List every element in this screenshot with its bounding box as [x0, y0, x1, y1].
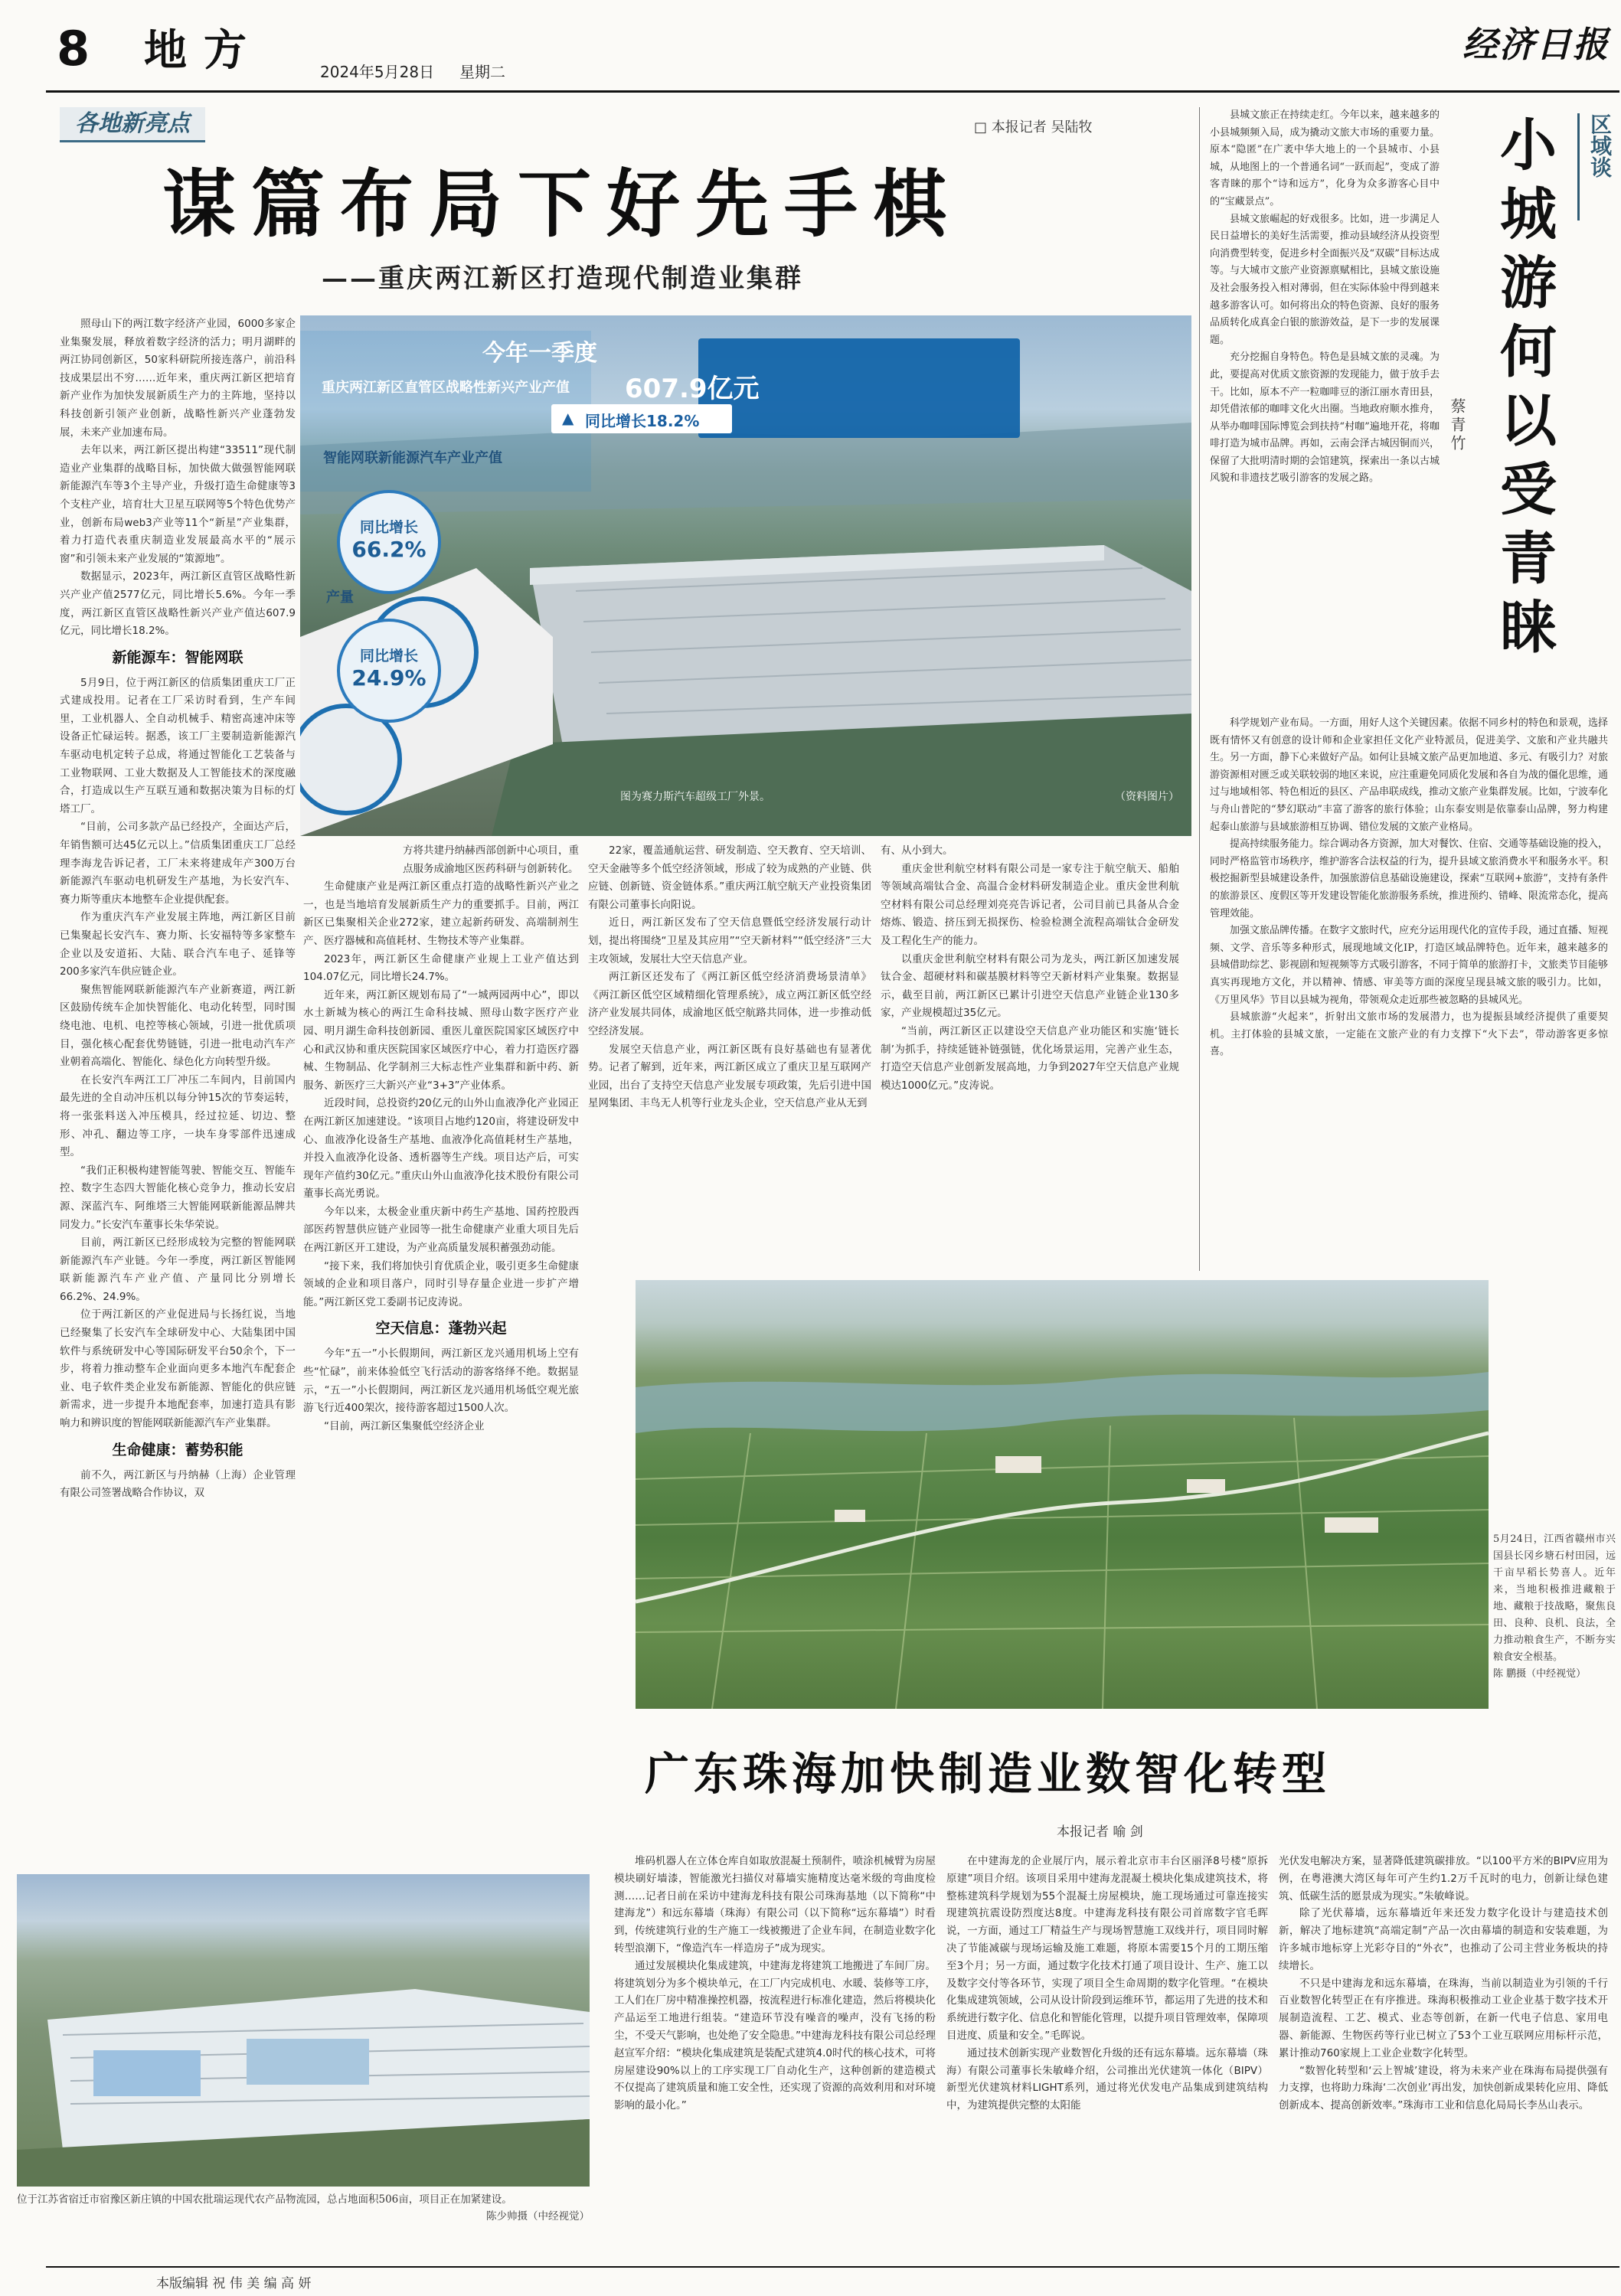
info-bubble-1	[337, 490, 441, 594]
left-col-2: 方将共建丹纳赫西部创新中心项目，重点服务成渝地区医药科研与创新转化。 生命健康产业是两江新区重点打造的战略性新兴产业之一，也是当地培育发展新质生产力的重要抓手。目前，两江新区已集聚相关企业272家，建立起新药研发、高端制剂生产、医疗器械和高值耗材、生物技术等产业集群。 2023年，两江新区生命健康产业规上工业产值达到104.07亿元，同比增长24.7%。 近年来，两江新区规划布局了“一城两园两中心”，即以水土新城为核心的两江生命科技城、照母山数字医疗产业园、明月湖生命科技创新园、重医儿童医院国家区域医疗中心和武汉协和重庆医院国家区域医疗中心，着力打造医疗器械、生物制品、化学制剂三大标志性产业集群和新中药、新服务、新医疗三大新兴产业“3+3”产业体系。 近段时间，总投资约20亿元的山外山血液净化产业园正在两江新区加速建设。“该项目占地约120亩，将建设研发中心、血液净化设备生产基地、血液净化高值耗材生产基地，并投入血液净化设备、透析器等生产线。项目达产后，可实现年产值约30亿元。”重庆山外山血液净化技术股份有限公司董事长高光勇说。 今年以来，太极金业重庆新中药生产基地、国药控股西部医药智慧供应链产业园等一批生命健康产业重大项目先后在两江新区开工建设，为产业高质量发展积蓄强劲动能。 “接下来，我们将加快引育优质企业，吸引更多生命健康领域的企业和项目落户，同时引导存量企业进一步扩产增能。”两江新区党工委副书记皮涛说。 空天信息：蓬勃兴起 今年“五一”小长假期间，两江新区龙兴通用机场上空有些“忙碌”，前来体验低空飞行活动的游客络绎不绝。数据显示，“五一”小长假期间，两江新区龙兴通用机场低空观光旅游飞行近400架次，接待游客超过1500人次。 “目前，两江新区集聚低空经济企业	[303, 844, 579, 1432]
section-name: 地方	[144, 25, 263, 76]
info-item2-growth: 同比增长	[359, 648, 418, 665]
subhead-health: 生命健康：蓄势积能	[112, 1441, 243, 1458]
footer-rule	[46, 2266, 1619, 2268]
left-col-4: 有、从小到大。 重庆金世利航空材料有限公司是一家专注于航空航天、船舶等领域高端钛合金、高温合金材料研发制造企业。重庆金世利航空材料有限公司总经理刘亮亮告诉记者，公司目前已具备从合金熔炼、锻造、挤压到无损探伤、检验检测全流程高端钛合金研发及工程化生产的能力。 以重庆金世利航空材料有限公司为龙头，两江新区加速发展钛合金、超硬材料和碳基膜材料等空天新材料产业集聚。数据显示，截至目前，两江新区已累计引进空天信息产业链企业130多家，产业规模超过35亿元。 “当前，两江新区正以建设空天信息产业功能区和实施‘链长制’为抓手，持续延链补链强链，优化场景运用，完善产业生态，打造空天信息产业创新发展高地，力争到2027年空天信息产业规模达1000亿元。”皮涛说。	[881, 844, 1179, 1092]
left-col-3: 22家，覆盖通航运营、研发制造、空天教育、空天培训、空天金融等多个低空经济领域，形成了较为成熟的产业链、供应链、创新链、资金链体系。”重庆两江航空航天产业投资集团有限公司董事长向阳说。 近日，两江新区发布了空天信息暨低空经济发展行动计划，提出将围绕“卫星及其应用”“空天新材料”“低空经济”三大主攻领域，发展壮大空天信息产业。 两江新区还发布了《两江新区低空经济消费场景清单》《两江新区低空区域精细化管理系统》，成立两江新区低空经济产业发展共同体，成渝地区低空航路共同体，进一步推动低空经济发展。 发展空天信息产业，两江新区既有良好基础也有显著优势。记者了解到，近年来，两江新区成立了重庆卫星互联网产业园，出台了支持空天信息产业发展专项政策，先后引进中国星网集团、丰鸟无人机等行业龙头企业，空天信息产业从无到	[588, 844, 871, 1110]
header-rule	[46, 90, 1619, 93]
logistics-photo-caption: 位于江苏省宿迁市宿豫区新庄镇的中国农批瑞运现代农产品物流园，总占地面积506亩，项目正在加紧建设。 陈少帅摄（中经视觉）	[17, 2193, 590, 2223]
info-growth-badge	[551, 404, 732, 433]
info-label-industry: 重庆两江新区直管区战略性新兴产业产值	[322, 380, 570, 396]
info-item1-value: 66.2%	[351, 537, 426, 562]
column-tag	[60, 107, 205, 142]
info-item1-label: 智能网联新能源汽车产业产值	[323, 450, 502, 466]
photo-caption: 图为赛力斯汽车超级工厂外景。 （资料图片）	[620, 791, 1179, 803]
page-header	[0, 0, 1621, 90]
logistics-park-photo	[17, 1874, 590, 2187]
info-label-q1: 今年一季度	[482, 340, 597, 367]
commentary-text-narrow: 县城文旅正在持续走红。今年以来，越来越多的小县城频频入局，成为撬动文旅大市场的重要力量。原本“隐匿”在广袤中华大地上的一个县城市、小县城，从地图上的一个普通名词“一跃而起”，变成了游客青睐的那个“诗和远方”，化身为众多游客心目中的“宝藏景点”。 县城文旅崛起的好戏很多。比如，进一步满足人民日益增长的美好生活需要，推动县域经济从投资型向消费型转变，促进乡村全面振兴及“双碳”目标达成等。与大城市文旅产业资源禀赋相比，县城文旅设施及社会服务投入相对薄弱，但在实际体验中得到越来越多游客认可。如何将出众的特色资源、良好的服务品质转化成真金白银的旅游效益，是下一步的发展课题。 充分挖掘自身特色。特色是县城文旅的灵魂。为此，要提高对优质文旅资源的发现能力，做于放手去干。比如，原本不产一粒咖啡豆的浙江丽水青田县，却凭借浓郁的咖啡文化火出圈。当地政府顺水推舟，从举办咖啡国际博览会到扶持“村咖”遍地开花，将咖啡打造为城市品牌。再如，云南会泽古城因铜而兴，保留了大批明清时期的会馆建筑，探索出一条以古城风貌和非遗技艺吸引游客的发展之路。	[1210, 109, 1440, 485]
info-item2-label: 产量	[326, 590, 354, 606]
info-value-total: 607.9亿元	[625, 374, 760, 404]
column-tag-text: 各地新亮点	[75, 110, 190, 137]
field-scene	[636, 1280, 1489, 1709]
page-number: 8	[57, 21, 90, 77]
right-divider	[1199, 107, 1200, 1271]
byline: □ 本报记者 吴陆牧	[974, 119, 1093, 136]
rice-field-photo	[636, 1280, 1489, 1709]
region-tag: 区域谈	[1577, 113, 1608, 220]
info-growth-text: 同比增长18.2%	[585, 412, 700, 430]
triangle-icon: ▲	[562, 409, 574, 427]
headline: 谋篇布局下好先手棋	[162, 161, 962, 247]
commentary-text-wide: 科学规划产业布局。一方面，用好人这个关键因素。依据不同乡村的特色和景观，选择既有情怀又有创意的设计师和企业家担任文化产业特派员，促进美学、文旅和产业共融共生。另一方面，静下心来做好产品。如何让县城文旅产品更加地道、多元、有吸引力？对旅游资源相对匮乏或关联较弱的地区来说，应注重避免同质化发展和各自为战的僵化思维，通过与地域相邻、特色相近的县区、产品串联成线，推动文旅产业集群发展。比如，宁波奉化与舟山普陀的“梦幻联动”丰富了游客的旅行体验；山东泰安则是依靠泰山品牌，努力构建起泰山旅游与县域旅游相互协调、错位发展的文旅产业格局。 提高持续服务能力。综合调动各方资源，加大对餐饮、住宿、交通等基础设施的投入，同时严格监管市场秩序，维护游客合法权益的行为，提升县域文旅消费水平和服务水平。积极挖掘新型县城建设条件，加强旅游信息基础设施建设，探索“互联网+旅游”，支持有条件的旅游景区、度假区等开发建设智能化旅游服务系统，推进预约、错峰、限流常态化，提高管理效能。 加强文旅品牌传播。在数字文旅时代，应充分运用现代化的宣传手段，通过直播、短视频、文学、音乐等多种形式，展现地域文化IP，打造区域品牌特色。近年来，越来越多的县城借助综艺、影视剧和短视频等方式吸引游客，不同于简单的旅游打卡，文旅类节目能够真实再现地方文化，并以精神、情感、审美等方面的深度呈现县城文旅的吸引力。比如，《万里风华》节目以县城为视角，带领观众走近那些被忽略的县城风光。 县城旅游“火起来”，折射出文旅市场的发展潜力，也为提振县域经济提供了重要契机。主打体验的县城文旅，一定能在文旅产业的有力支撑下“火下去”，带动游客更多惊喜。	[1210, 717, 1608, 1058]
info-bubble-2	[337, 619, 441, 723]
commentary-title: 小城游何以受青睐	[1491, 115, 1557, 666]
issue-date: 2024年5月28日	[320, 63, 435, 81]
subhead-air: 空天信息：蓬勃兴起	[375, 1320, 507, 1337]
masthead-logo: 经济日报	[1462, 24, 1610, 65]
issue-weekday: 星期二	[459, 63, 505, 81]
footer-editors: 本版编辑 祝 伟 美 编 高 妍	[156, 2276, 312, 2291]
bottom-col-1: 堆码机器人在立体仓库自如取放混凝土预制件，喷涂机械臂为房屋模块刷好墙漆，智能激光扫描仪对幕墙实施精度达毫米级的弯曲度检测……记者日前在采访中建海龙科技有限公司珠海基地（以下简称“中建海龙”）和远东幕墙（珠海）有限公司（以下简称“远东幕墙”）时看到，传统建筑行业的生产施工一线被搬进了企业车间，在制造业数字化转型浪潮下，“像造汽车一样造房子”成为现实。 通过发展模块化集成建筑，中建海龙将建筑工地搬进了车间厂房。将建筑划分为多个模块单元，在工厂内完成机电、水暖、装修等工序，工人们在厂房中精准操控机器，按流程进行标准化建造，然后将模块化产品运至工地进行组装。“建造环节没有噪音的噪声，没有飞扬的粉尘，不受天气影响，也处绝了安全隐患。”中建海龙科技有限公司总经理赵宣军介绍：“模块化集成建筑是装配式建筑4.0时代的核心技术，可将房屋建设90%以上的工序实现工厂自动化生产，这种创新的建造模式不仅提高了建筑质量和施工安全性，还实现了资源的高效利用和对环境影响的最小化。”	[614, 1855, 936, 2112]
bottom-col-3: 光伏发电解决方案，显著降低建筑碳排放。“以100平方米的BIPV应用为例，在粤港澳大湾区每年可产生约1.2万千瓦时的电力，创新让绿色建筑、低碳生活的愿景成为现实。”朱敏峰说。 除了光伏幕墙，远东幕墙近年来还发力数字化设计与建造技术创新，解决了地标建筑“高端定制”产品一次由幕墙的制造和安装难题，为许多城市地标穿上光彩夺目的“外衣”，也推动了公司主营业务板块的持续增长。 不只是中建海龙和远东幕墙，在珠海，当前以制造业为引领的千行百业数智化转型正在有序推进。珠海积极推动工业企业基于数字技术开展制造流程、工艺、模式、业态等创新，在新一代电子信息、家用电器、新能源、生物医药等行业已树立了53个工业互联网应用标杆示范，累计推动760家规上工业企业数字化转型。 “数智化转型和‘云上智城’建设，将为未来产业在珠海布局提供强有力支撑，也将助力珠海‘二次创业’再出发，加快创新成果转化应用、降低创新成本、提高创新效率。”珠海市工业和信息化局局长李丛山表示。	[1279, 1855, 1608, 2112]
left-col-1: 照母山下的两江数字经济产业园，6000多家企业集聚发展，释放着数字经济的活力；明月湖畔的两江协同创新区，50家科研院所接连落户，前沿科技成果层出不穷……近年来，重庆两江新区把培育新产业作为加快发展新质生产力的主阵地，坚持以科技创新引领产业创新，战略性新兴产业蓬勃发展，未来产业加速布局。 去年以来，两江新区提出构建“33511”现代制造业产业集群的战略目标，加快做大做强智能网联新能源汽车等3个主导产业，升级打造生命健康等3个支柱产业，培育壮大卫星互联网等5个特色优势产业，创新布局web3产业等11个“新星”产业集群，着力打造代表重庆制造业发展最高水平的“展示窗”和引领未来产业发展的“策源地”。 数据显示，2023年，两江新区直管区战略性新兴产业产值2577亿元，同比增长5.6%。今年一季度，两江新区直管区战略性新兴产业产值达607.9亿元，同比增长18.2%。 新能源车：智能网联 5月9日，位于两江新区的信质集团重庆工厂正式建成投用。记者在工厂采访时看到，生产车间里，工业机器人、全自动机械手、精密高速冲床等设备正忙碌运转。据悉，该工厂主要制造新能源汽车驱动电机定转子总成，将通过智能化工艺装备与工业物联网、工业大数据及人工智能技术的深度融合，打造成以生产互联互通和数据决策为目标的灯塔工厂。 “目前，公司多款产品已经投产，全面达产后，年销售额可达45亿元以上。”信质集团重庆工厂总经理李海龙告诉记者，工厂未来将建成年产300万台新能源汽车驱动电机研发生产基地，为长安汽车、赛力斯等重庆本地整车企业提供配套。 作为重庆汽车产业发展主阵地，两江新区目前已集聚起长安汽车、赛力斯、长安福特等多家整车企业以及安道拓、大陆、联合汽车电子、延锋等200多家汽车供应链企业。 聚焦智能网联新能源汽车产业新赛道，两江新区鼓励传统车企加快智能化、电动化转型，同时围绕电池、电机、电控等核心领域，引进一批优质项目，强化核心配套优势链链，引进一批电动汽车产业朝着高端化、智能化、绿色化方向转型升级。 在长安汽车两江工厂冲压二车间内，目前国内最先进的全自动冲压机以每分钟15次的节奏运转，将一张张料送入冲压模具，经过拉延、切边、整形、冲孔、翻边等工序，一块车身零部件迅速成型。 “我们正积极构建智能驾驶、智能交互、智能车控、数字生态四大智能化核心竞争力，推动长安启源、深蓝汽车、阿维塔三大智能网联新能源品牌共同发力。”长安汽车董事长朱华荣说。 目前，两江新区已经形成较为完整的智能网联新能源汽车产业链。今年一季度，两江新区智能网联新能源汽车产业产值、产量同比分别增长66.2%、24.9%。 位于两江新区的产业促进局与长扬红说，当地已经聚集了长安汽车全球研发中心、大陆集团中国软件与系统研发中心等国际研发平台50余个，下一步，将着力推动整车企业面向更多本地汽车配套企业、电子软件类企业发布新能源、智能化的供应链新需求，进一步提升本地配套率，加速打造具有影响力和辨识度的智能网联新能源汽车产业集群。 生命健康：蓄势积能 前不久，两江新区与丹纳赫（上海）企业管理有限公司签署战略合作协议，双	[60, 318, 296, 1500]
logistics-scene	[17, 1874, 590, 2187]
commentary-author: 蔡青竹	[1448, 398, 1466, 453]
info-item1-growth: 同比增长	[359, 519, 418, 536]
bottom-col-2: 在中建海龙的企业展厅内，展示着北京市丰台区丽泽8号楼“原拆原建”项目介绍。该项目采用中建海龙混凝土模块化集成建筑技术，将整栋建筑科学规划为55个混凝土房屋模块，施工现场通过可靠连接实现建筑抗震设防烈度达8度。中建海龙科技有限公司首席数字官毛晖说，一方面，通过工厂精益生产与现场智慧施工双线并行，项目同时解决了节能减碳与现场运输及施工难题，将原本需要15个月的工期压缩至3个月；另一方面，通过数字化技术打通了项目设计、生产、施工以及数字交付等各环节，实现了项目全生命周期的数字化管理。“在模块化集成建筑领域，公司从设计阶段到运维环节，都运用了先进的技术和系统进行数字化、信息化和智能化管理，以提升项目管理效率，保障项目进度、质量和安全。”毛晖说。 通过技术创新实现产业数智化升级的还有远东幕墙。远东幕墙（珠海）有限公司董事长朱敏峰介绍，公司推出光伏建筑一体化（BIPV）新型光伏建筑材料LIGHT系列，通过将光伏发电产品集成到建筑结构中，为建筑提供完整的太阳能	[946, 1855, 1268, 2112]
bottom-headline: 广东珠海加快制造业数智化转型	[645, 1748, 1332, 1800]
bottom-byline: 本报记者 喻 剑	[1057, 1824, 1143, 1840]
info-item2-value: 24.9%	[351, 665, 426, 691]
subhead-new-energy: 新能源车：智能网联	[112, 648, 243, 666]
field-photo-caption: 5月24日，江西省赣州市兴国县长冈乡塘石村田园，远干亩早稻长势喜人。近年来，当地积极推进藏粮于地、藏粮于技战略，聚焦良田、良种、良机、良法，全力推动粮食生产，不断夯实粮食安全根基。 陈 鹏摄（中经视觉）	[1493, 1533, 1616, 1680]
subheadline: ——重庆两江新区打造现代制造业集群	[322, 263, 803, 294]
